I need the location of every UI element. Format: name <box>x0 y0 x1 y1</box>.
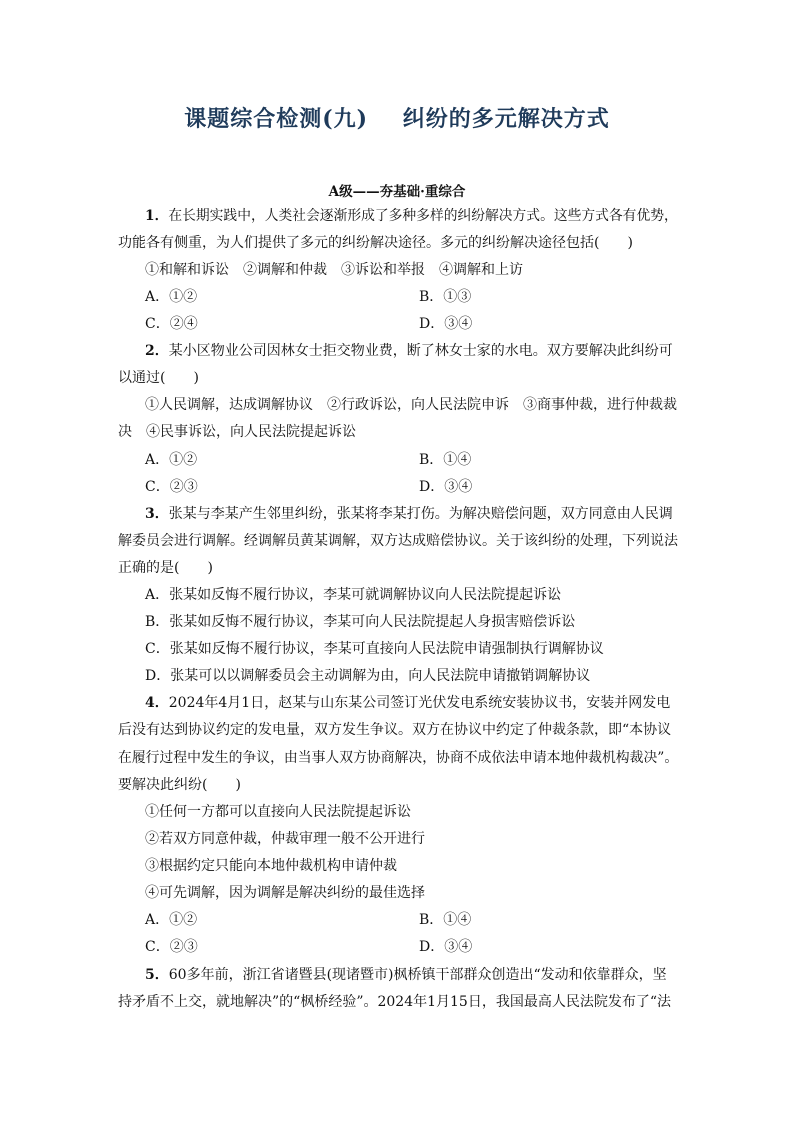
statement-item: ③根据约定只能向本地仲裁机构申请仲裁 <box>145 858 397 874</box>
option-c: C．②③ <box>145 939 198 955</box>
option-c: C．②③ <box>145 479 198 495</box>
option-b: B．①④ <box>419 452 472 468</box>
question-text: 持矛盾不上交，就地解决”的“枫桥经验”。2024年1月15日，我国最高人民法院发布了“法 <box>118 994 671 1010</box>
question-number: 2． <box>145 343 169 359</box>
statement-items: ①人民调解，达成调解协议 ②行政诉讼，向人民法院申诉 ③商事仲裁，进行仲裁裁 <box>145 397 677 413</box>
question-text: 5．60多年前，浙江省诸暨县(现诸暨市)枫桥镇干部群众创造出“发动和依靠群众，坚 <box>145 967 667 983</box>
page-title: 课题综合检测(九) 纠纷的多元解决方式 <box>184 106 610 132</box>
question-text: 以通过( ) <box>118 370 199 386</box>
option-a: A．①② <box>145 912 198 928</box>
question-text: 功能各有侧重，为人们提供了多元的纠纷解决途径。多元的纠纷解决途径包括( ) <box>118 235 633 251</box>
question-number: 1． <box>145 208 169 224</box>
question-number: 4． <box>145 695 169 711</box>
option-b: B．①③ <box>419 289 472 305</box>
statement-item: ④可先调解，因为调解是解决纠纷的最佳选择 <box>145 885 425 901</box>
question-text: 要解决此纠纷( ) <box>118 777 241 793</box>
section-heading: A级——夯基础·重综合 <box>328 184 466 200</box>
question-text: 解委员会进行调解。经调解员黄某调解，双方达成赔偿协议。关于该纠纷的处理，下列说法 <box>118 533 678 549</box>
statement-item: ②若双方同意仲裁，仲裁审理一般不公开进行 <box>145 831 425 847</box>
question-text: 1．在长期实践中，人类社会逐渐形成了多种多样的纠纷解决方式。这些方式各有优势， <box>145 208 678 224</box>
option-c: C．②④ <box>145 316 198 332</box>
statement-items: 决 ④民事诉讼，向人民法院提起诉讼 <box>118 424 356 440</box>
question-text: 在履行过程中发生的争议，由当事人双方协商解决，协商不成依法申请本地仲裁机构裁决”。 <box>118 750 679 766</box>
option-c: C．张某如反悔不履行协议，李某可直接向人民法院申请强制执行调解协议 <box>145 641 604 657</box>
question-number: 5． <box>145 967 169 983</box>
option-d: D．张某可以以调解委员会主动调解为由，向人民法院申请撤销调解协议 <box>145 668 591 684</box>
option-d: D．③④ <box>419 939 473 955</box>
option-a: A．①② <box>145 289 198 305</box>
option-b: B．①④ <box>419 912 472 928</box>
question-text: 4．2024年4月1日，赵某与山东某公司签订光伏发电系统安装协议书，安装并网发电 <box>145 695 671 711</box>
option-b: B．张某如反悔不履行协议，李某可向人民法院提起人身损害赔偿诉讼 <box>145 614 576 630</box>
option-d: D．③④ <box>419 479 473 495</box>
question-number: 3． <box>145 506 169 522</box>
question-text: 正确的是( ) <box>118 560 213 576</box>
statement-items: ①和解和诉讼 ②调解和仲裁 ③诉讼和举报 ④调解和上访 <box>145 262 523 278</box>
option-d: D．③④ <box>419 316 473 332</box>
question-text: 后没有达到协议约定的发电量，双方发生争议。双方在协议中约定了仲裁条款，即“本协议 <box>118 722 672 738</box>
question-text: 3．张某与李某产生邻里纠纷，张某将李某打伤。为解决赔偿问题，双方同意由人民调 <box>145 506 673 522</box>
option-a: A．张某如反悔不履行协议，李某可就调解协议向人民法院提起诉讼 <box>145 587 562 603</box>
option-a: A．①② <box>145 452 198 468</box>
statement-item: ①任何一方都可以直接向人民法院提起诉讼 <box>145 804 411 820</box>
question-text: 2．某小区物业公司因林女士拒交物业费，断了林女士家的水电。双方要解决此纠纷可 <box>145 343 673 359</box>
